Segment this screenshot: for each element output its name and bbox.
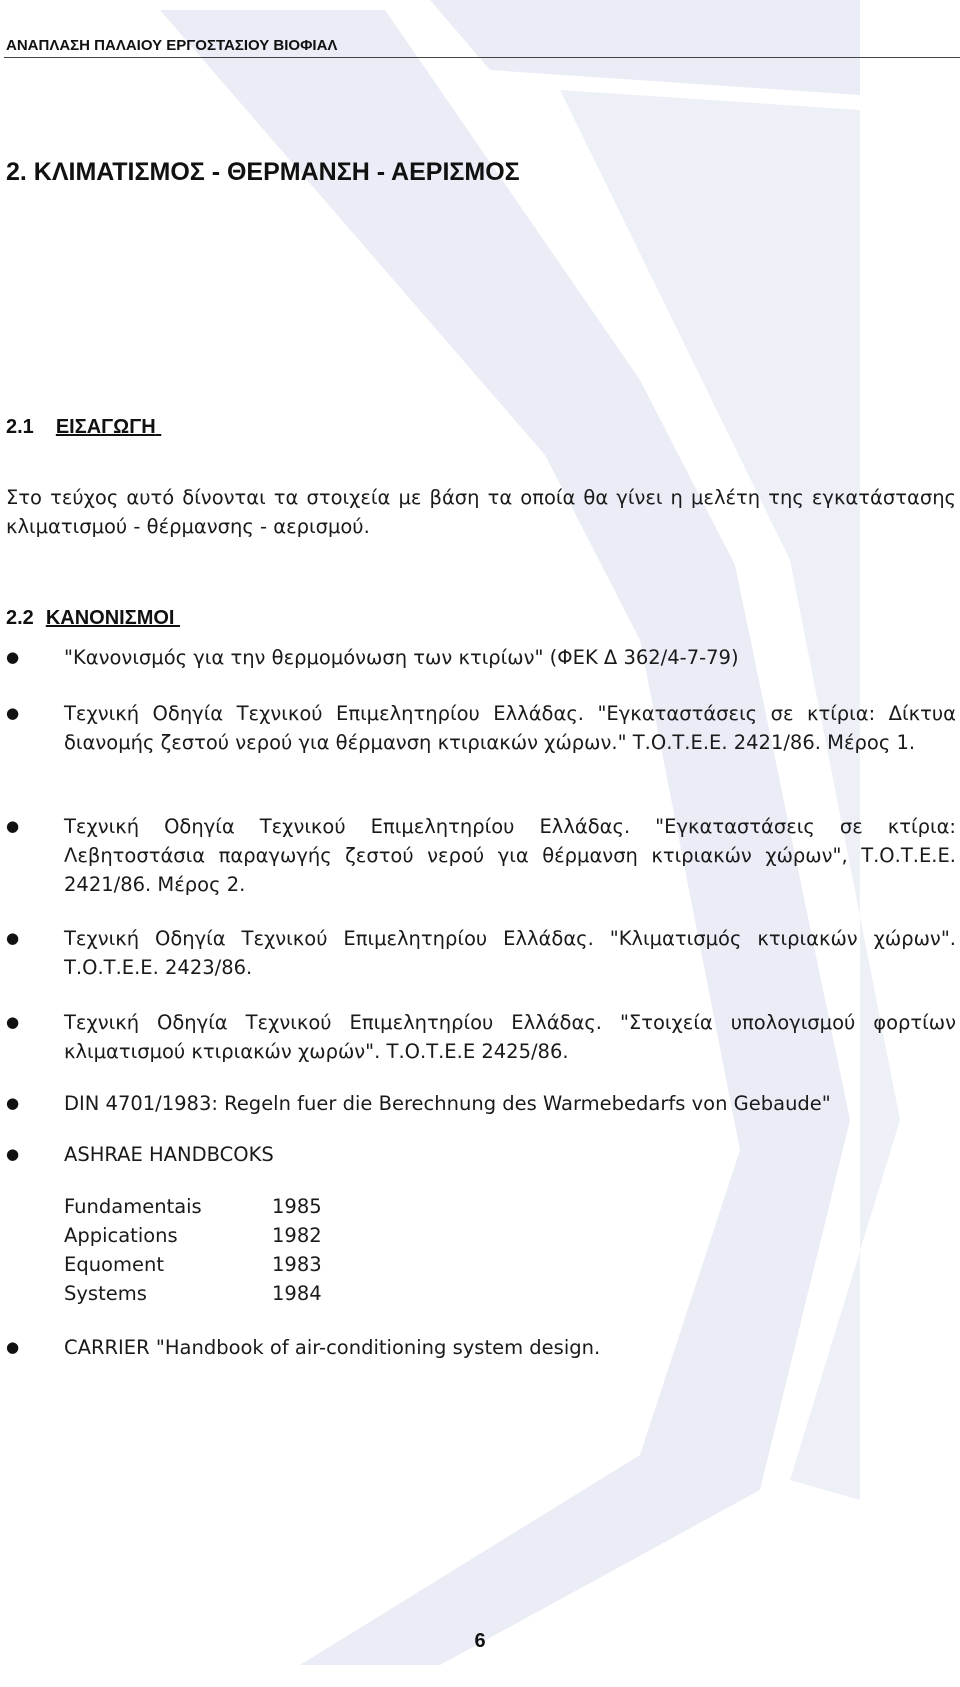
chapter-title: 2. ΚΛΙΜΑΤΙΣΜΟΣ - ΘΕΡΜΑΝΣΗ - ΑΕΡΙΣΜΟΣ [6, 158, 520, 186]
handbook-name: Fundamentais [64, 1195, 202, 1218]
handbooks-table [64, 1192, 322, 1308]
list-item-text: Τεχνική Οδηγία Τεχνικού Επιμελητηρίου Ελλάδας. "Στοιχεία υπολογισμού φορτίων κλιματισμού κτιριακών χωρών". Τ.Ο.Τ.Ε.Ε 2425/86. [64, 1011, 956, 1063]
introduction-paragraph: Στο τεύχος αυτό δίνονται τα στοιχεία με βάση τα οποία θα γίνει η μελέτη της εγκατάστασης κλιματισμού - θέρμανσης - αερισμού. [6, 486, 956, 538]
bullet-icon: ● [6, 1094, 20, 1112]
list-item-text: Τεχνική Οδηγία Τεχνικού Επιμελητηρίου Ελλάδας. "Εγκαταστάσεις σε κτίρια: Δίκτυα διανομής ζεστού νερού για θέρμανση κτιριακών χώρων." Τ.Ο.Τ.Ε.Ε. 2421/86. Μέρος 1. [64, 702, 956, 754]
bullet-icon: ● [6, 1145, 20, 1163]
bullet-icon: ● [6, 704, 20, 722]
handbook-year: 1983 [272, 1253, 322, 1276]
bullet-icon: ● [6, 648, 20, 666]
handbook-year: 1984 [272, 1282, 322, 1305]
list-item-text: CARRIER "Handbook of air-conditioning system design. [64, 1336, 601, 1359]
section-title: ΕΙΣΑΓΩΓΗ [55, 416, 156, 438]
handbook-year: 1985 [272, 1195, 322, 1218]
list-item-text: DIN 4701/1983: Regeln fuer die Berechnung des Warmebedarfs von Gebaude" [64, 1092, 831, 1115]
list-item-text: Τεχνική Οδηγία Τεχνικού Επιμελητηρίου Ελλάδας. "Κλιματισμός κτιριακών χώρων". Τ.Ο.Τ.Ε.Ε. 2423/86. [64, 927, 956, 979]
bullet-icon: ● [6, 1338, 20, 1356]
section-number: 2.2 [6, 607, 34, 629]
table-row [64, 1250, 322, 1279]
list-item-text: "Κανονισμός για την θερμομόνωση των κτιρίων" (ΦΕΚ Δ 362/4-7-79) [64, 646, 739, 669]
handbook-year: 1982 [272, 1224, 322, 1247]
section-heading-regulations [6, 607, 180, 630]
bullet-icon: ● [6, 817, 20, 835]
header-divider [4, 57, 960, 58]
table-row [64, 1221, 322, 1250]
running-header: ΑΝΑΠΛΑΣΗ ΠΑΛΑΙΟΥ ΕΡΓΟΣΤΑΣΙΟΥ ΒΙΟΦΙΑΛ [6, 37, 338, 54]
bullet-icon: ● [6, 1013, 20, 1031]
handbook-name: Appications [64, 1224, 178, 1247]
list-item-text: ASHRAE HANDBCOKS [64, 1143, 274, 1166]
section-number: 2.1 [6, 416, 34, 438]
page-number: 6 [474, 1630, 486, 1652]
list-item-text: Τεχνική Οδηγία Τεχνικού Επιμελητηρίου Ελλάδας. "Εγκαταστάσεις σε κτίρια: Λεβητοστάσια παραγωγής ζεστού νερού για θέρμανση κτιριακών χώρων", Τ.Ο.Τ.Ε.Ε. 2421/86. Μέρος 2. [64, 815, 956, 896]
handbook-name: Equoment [64, 1253, 164, 1276]
table-row [64, 1279, 322, 1308]
bullet-icon: ● [6, 929, 20, 947]
section-title: ΚΑΝΟΝΙΣΜΟΙ [45, 607, 175, 629]
handbook-name: Systems [64, 1282, 147, 1305]
section-heading-introduction [6, 416, 161, 439]
table-row [64, 1192, 322, 1221]
